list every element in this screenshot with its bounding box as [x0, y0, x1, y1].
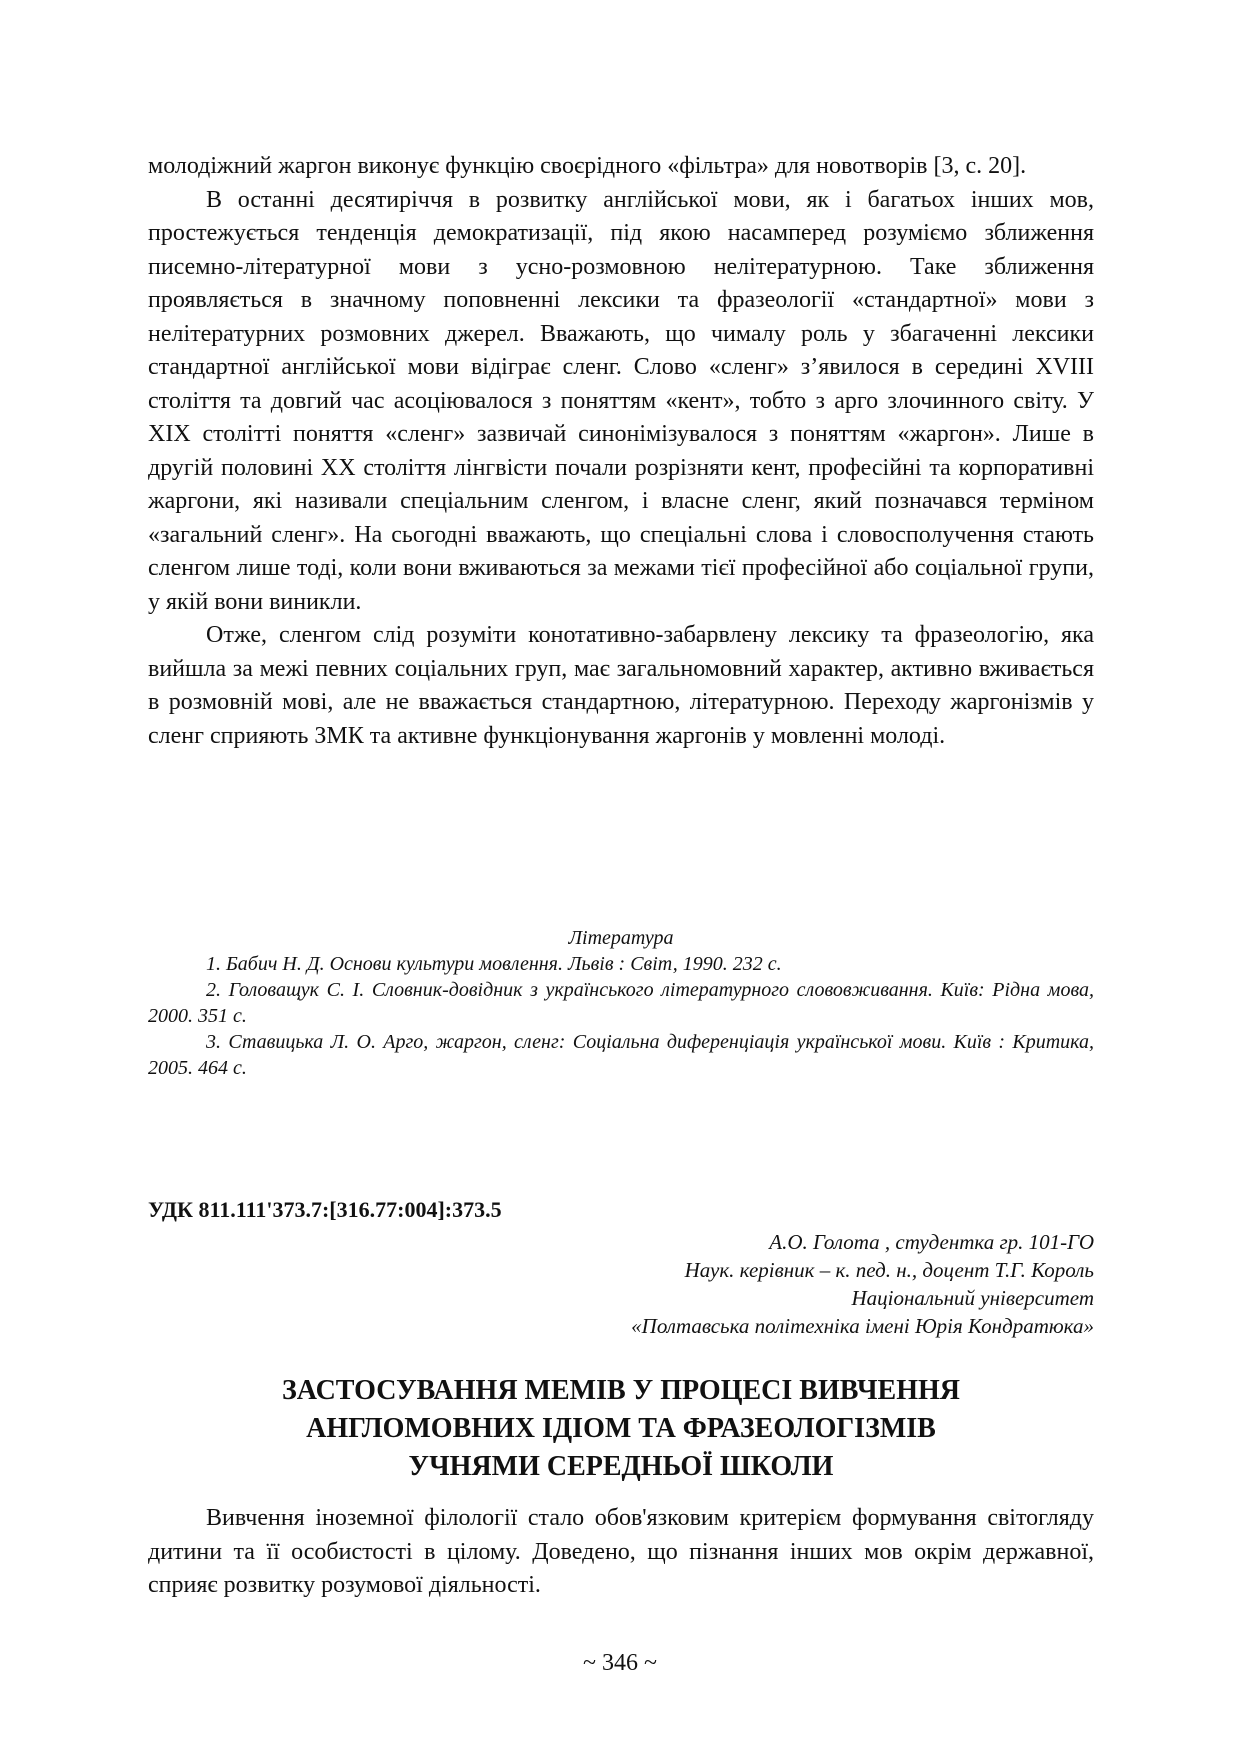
- page-number: ~ 346 ~: [583, 1650, 657, 1676]
- supervisor-line: Наук. керівник – к. пед. н., доцент Т.Г. Король: [684, 1258, 1094, 1282]
- article-title: [148, 1372, 1094, 1486]
- references-section: [148, 925, 1094, 1081]
- paragraph-intro: Вивчення іноземної філології стало обов'язковим критерієм формування світогляду дитини та її особистості в цілому. Доведено, що пізнання інших мов окрім державної, сприяє розвитку розумової діяльності.: [148, 1505, 1094, 1598]
- next-article-header: [148, 1196, 1094, 1340]
- author-block: [148, 1228, 1094, 1340]
- institution-line: Національний університет: [851, 1286, 1094, 1310]
- reference-item: 3. Ставицька Л. О. Арго, жаргон, сленг: Соціальна диференціація української мови. Київ : Критика, 2005. 464 с.: [148, 1031, 1094, 1079]
- reference-item: 2. Головащук С. І. Словник-довідник з українського літературного слововживання. Київ: Рідна мова, 2000. 351 с.: [148, 979, 1094, 1027]
- udk-code: УДК 811.111'373.7:[316.77:004]:373.5: [148, 1197, 502, 1222]
- next-article-body: [148, 1502, 1094, 1603]
- title-line: УЧНЯМИ СЕРЕДНЬОЇ ШКОЛИ: [408, 1451, 834, 1482]
- references-heading: Література: [568, 927, 674, 949]
- author-line: А.О. Голота , студентка гр. 101-ГО: [769, 1230, 1094, 1254]
- institution-name-line: «Полтавська політехніка імені Юрія Кондратюка»: [631, 1314, 1094, 1338]
- title-line: АНГЛОМОВНИХ ІДІОМ ТА ФРАЗЕОЛОГІЗМІВ: [306, 1413, 936, 1444]
- paragraph-conclusion: Отже, сленгом слід розуміти конотативно-забарвлену лексику та фразеологію, яка вийшла за межі певних соціальних груп, має загальномовний характер, активно вживається в розмовній мові, але не вважається стандартною, літературною. Переходу жаргонізмів у сленг сприяють ЗМК та активне функціонування жаргонів у мовленні молоді.: [148, 622, 1094, 749]
- title-line: ЗАСТОСУВАННЯ МЕМІВ У ПРОЦЕСІ ВИВЧЕННЯ: [281, 1375, 961, 1406]
- reference-item: 1. Бабич Н. Д. Основи культури мовлення. Львів : Світ, 1990. 232 с.: [206, 953, 782, 975]
- paragraph-democratization: В останні десятиріччя в розвитку англійської мови, як і багатьох інших мов, простежується тенденція демократизації, під якою насамперед розуміємо зближення писемно-літературної мови з усно-розмовною нелітературною. Таке зближення проявляється в значному поповненні лексики та фразеології «стандартної» мови з нелітературних розмовних джерел. Вважають, що чималу роль у збагаченні лексики стандартної англійської мови відіграє сленг. Слово «сленг» з’явилося в середині XVIII століття та довгий час асоціювалося з поняттям «кент», тобто з арго злочинного світу. У XIX столітті поняття «сленг» зазвичай синонімізувалося з поняттям «жаргон». Лише в другій половині XX століття лінгвісти почали розрізняти кент, професійні та корпоративні жаргони, які називали спеціальним сленгом, і власне сленг, який позначався терміном «загальний сленг». На сьогодні вважають, що спеціальні слова і словосполучення стають сленгом лише тоді, коли вони вживаються за межами тієї професійної або соціальної групи, у якій вони виникли.: [148, 186, 1094, 615]
- article-end-body: [148, 150, 1094, 753]
- paragraph-continuation: молодіжний жаргон виконує функцію своєрідного «фільтра» для новотворів [3, с. 20].: [148, 153, 1027, 179]
